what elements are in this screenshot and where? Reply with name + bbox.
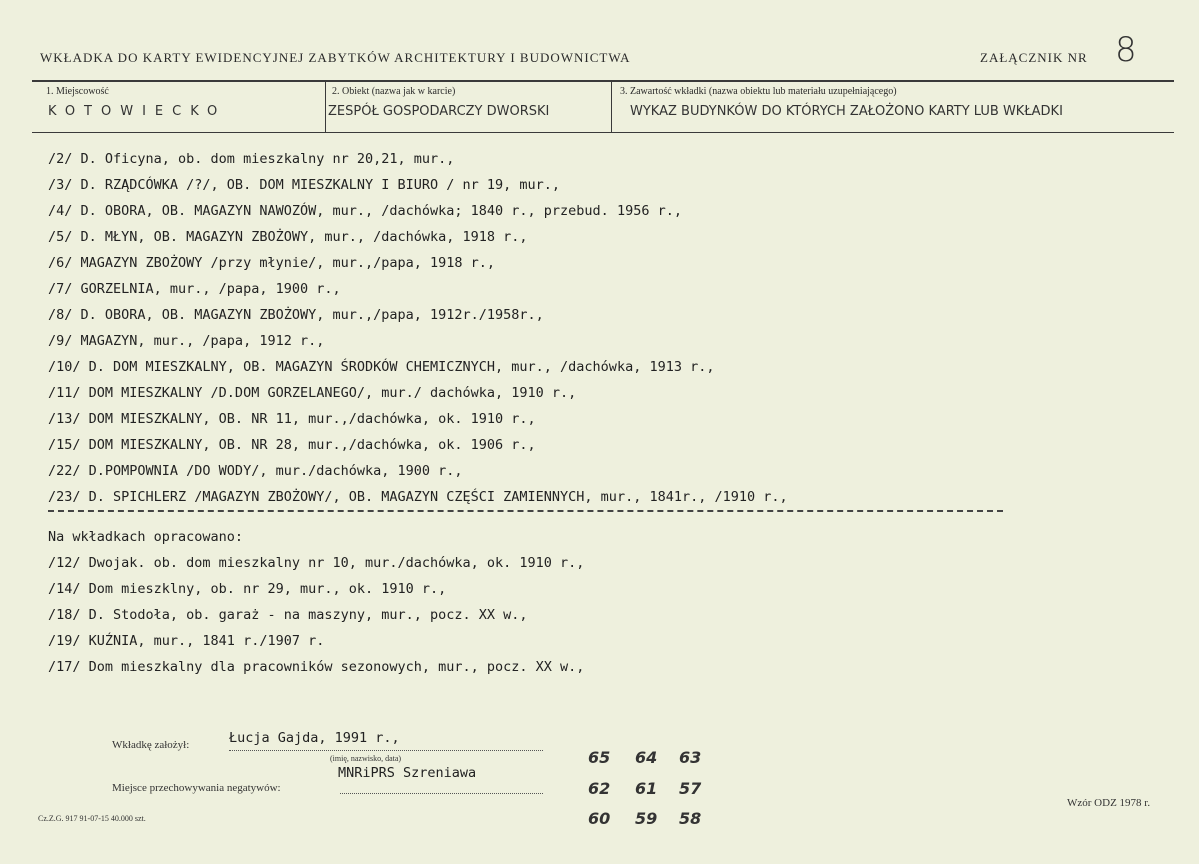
list-item: /11/ DOM MIESZKALNY /D.DOM GORZELANEGO/, mur./ dachówka, 1910 r., [48,385,577,401]
list-item: /2/ D. Oficyna, ob. dom mieszkalny nr 20,21, mur., [48,151,455,167]
negative-number: 61 [635,779,658,798]
list-item: /18/ D. Stodoła, ob. garaż - na maszyny, mur., pocz. XX w., [48,607,528,623]
founder-hint: (imię, nazwisko, data) [330,754,402,763]
dashed-divider [48,510,1003,512]
object-label: 2. Obiekt (nazwa jak w karcie) [332,86,456,97]
list-item: /7/ GORZELNIA, mur., /papa, 1900 r., [48,281,341,297]
list-item: /19/ KUŹNIA, mur., 1841 r./1907 r. [48,633,325,649]
header-rule [32,132,1174,133]
negative-number: 57 [679,779,702,798]
attachment-label: ZAŁĄCZNIK NR [980,50,1088,65]
building-list [48,146,788,510]
founder-label: Wkładkę założył: [112,739,190,751]
list-item: /3/ D. RZĄDCÓWKA /?/, OB. DOM MIESZKALNY I BIURO / nr 19, mur., [48,177,561,193]
object-value: ZESPÓŁ GOSPODARCZY DWORSKI [328,104,550,119]
storage-label: Miejsce przechowywania negatywów: [112,782,281,794]
negative-number: 59 [635,809,658,828]
list-item: /12/ Dwojak. ob. dom mieszkalny nr 10, mur./dachówka, ok. 1910 r., [48,555,585,571]
list-item: /4/ D. OBORA, OB. MAGAZYN NAWOZÓW, mur., /dachówka; 1840 r., przebud. 1956 r., [48,203,682,219]
model-label: Wzór ODZ 1978 r. [1067,797,1151,809]
attachment-number: 8 [1115,30,1137,70]
top-rule [32,80,1174,82]
list-item: /22/ D.POMPOWNIA /DO WODY/, mur./dachówka, 1900 r., [48,463,463,479]
card-title: WKŁADKA DO KARTY EWIDENCYJNEJ ZABYTKÓW ARCHITEKTURY I BUDOWNICTWA [40,50,631,65]
dotted-line [229,750,543,751]
print-code: Cz.Z.G. 917 91-07-15 40.000 szt. [38,814,146,823]
list-item: /13/ DOM MIESZKALNY, OB. NR 11, mur.,/dachówka, ok. 1910 r., [48,411,536,427]
negative-number: 60 [588,809,611,828]
section-heading: Na wkładkach opracowano: [48,529,244,545]
negative-number: 62 [588,779,611,798]
list-item: /8/ D. OBORA, OB. MAGAZYN ZBOŻOWY, mur.,/papa, 1912r./1958r., [48,307,544,323]
field-divider [325,81,326,132]
list-item: /6/ MAGAZYN ZBOŻOWY /przy młynie/, mur.,/papa, 1918 r., [48,255,496,271]
negative-number: 64 [635,748,658,767]
inserts-list [48,524,584,680]
negative-number: 63 [679,748,702,767]
list-item: /15/ DOM MIESZKALNY, OB. NR 28, mur.,/dachówka, ok. 1906 r., [48,437,536,453]
list-item: /23/ D. SPICHLERZ /MAGAZYN ZBOŻOWY/, OB. MAGAZYN CZĘŚCI ZAMIENNYCH, mur., 1841r., /1910 r., [48,489,788,505]
field-divider [611,81,612,132]
list-item: /10/ D. DOM MIESZKALNY, OB. MAGAZYN ŚRODKÓW CHEMICZNYCH, mur., /dachówka, 1913 r., [48,359,715,375]
locality-label: 1. Miejscowość [46,86,109,97]
list-item: /9/ MAGAZYN, mur., /papa, 1912 r., [48,333,325,349]
storage-value: MNRiPRS Szreniawa [338,765,477,781]
negative-number: 65 [588,748,611,767]
negative-number: 58 [679,809,702,828]
content-value: WYKAZ BUDYNKÓW DO KTÓRYCH ZAŁOŻONO KARTY LUB WKŁADKI [630,104,1063,119]
founder-value: Łucja Gajda, 1991 r., [229,730,400,746]
dotted-line [340,793,543,794]
content-label: 3. Zawartość wkładki (nazwa obiektu lub materiału uzupełniającego) [620,86,897,97]
list-item: /5/ D. MŁYN, OB. MAGAZYN ZBOŻOWY, mur., /dachówka, 1918 r., [48,229,528,245]
list-item: /14/ Dom mieszklny, ob. nr 29, mur., ok. 1910 r., [48,581,447,597]
list-item: /17/ Dom mieszkalny dla pracowników sezonowych, mur., pocz. XX w., [48,659,585,675]
locality-value: KOTOWIECKO [48,104,227,119]
